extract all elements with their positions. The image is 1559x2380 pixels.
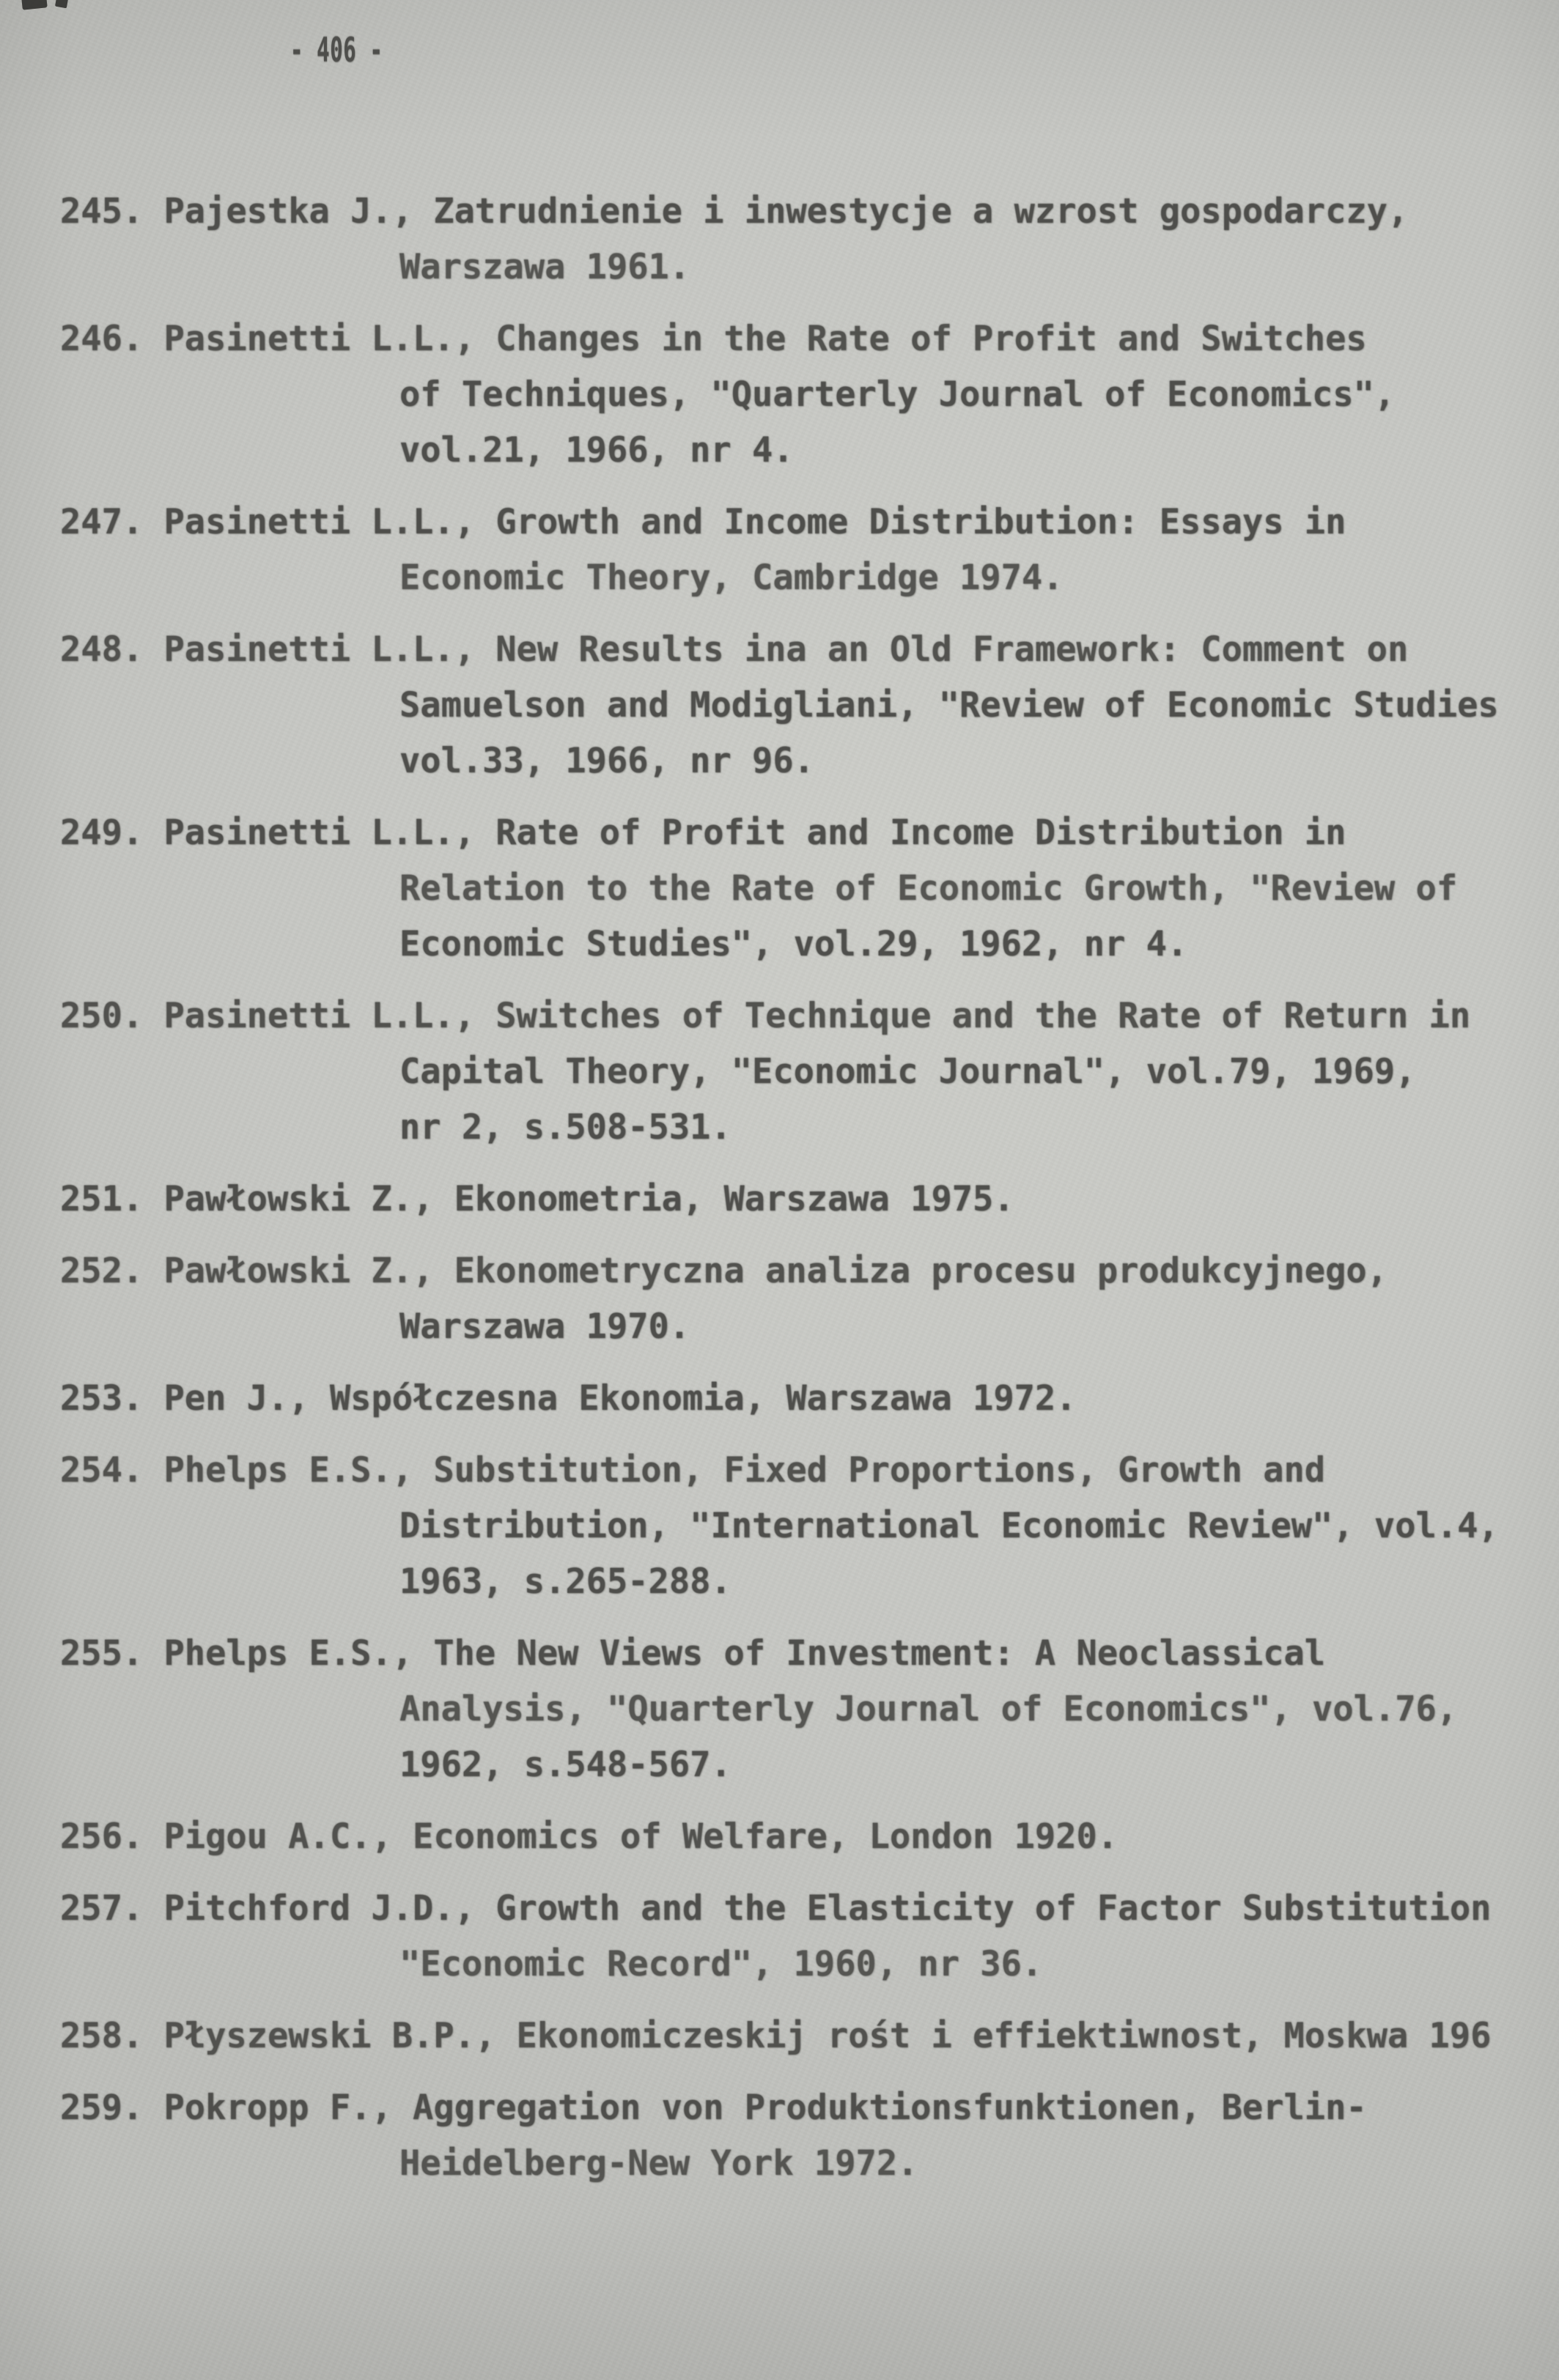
bibliography-entry — [60, 311, 1559, 478]
bibliography-line: Samuelson and Modigliani, "Review of Economic Studies — [399, 685, 1499, 725]
bibliography-line: Relation to the Rate of Economic Growth, "Review of — [399, 868, 1458, 909]
bibliography-line: 253. Pen J., Współczesna Ekonomia, Warszawa 1972. — [60, 1378, 1077, 1419]
bibliography-line: 259. Pokropp F., Aggregation von Produktionsfunktionen, Berlin- — [60, 2088, 1367, 2128]
bibliography-entry — [60, 495, 1559, 606]
bibliography-line: 1963, s.265-288. — [399, 1562, 731, 1602]
bibliography-line: 257. Pitchford J.D., Growth and the Elasticity of Factor Substitution — [60, 1888, 1492, 1929]
bibliography-entry — [60, 1809, 1559, 1865]
bibliography-entry — [60, 1443, 1559, 1610]
bibliography-line: Economic Studies", vol.29, 1962, nr 4. — [399, 924, 1188, 964]
bibliography-entry — [60, 805, 1559, 972]
bibliography-line: 255. Phelps E.S., The New Views of Investment: A Neoclassical — [60, 1633, 1326, 1674]
bibliography-entry — [60, 622, 1559, 789]
bibliography-line: 256. Pigou A.C., Economics of Welfare, London 1920. — [60, 1817, 1118, 1857]
bibliography-line: Capital Theory, "Economic Journal", vol.79, 1969, — [399, 1052, 1416, 1092]
bibliography-line: 1962, s.548-567. — [399, 1745, 731, 1785]
page-number: - 406 - — [290, 30, 383, 70]
bibliography-line: Warszawa 1970. — [399, 1307, 690, 1347]
bibliography-line: 252. Pawłowski Z., Ekonometryczna analiza procesu produkcyjnego, — [60, 1251, 1387, 1291]
bibliography-line: Warszawa 1961. — [399, 247, 690, 287]
bibliography-list — [60, 184, 1559, 2208]
bibliography-entry — [60, 184, 1559, 295]
bibliography-line: 245. Pajestka J., Zatrudnienie i inwestycje a wzrost gospodarczy, — [60, 191, 1409, 232]
bibliography-line: Distribution, "International Economic Review", vol.4, — [399, 1506, 1499, 1546]
bibliography-line: 246. Pasinetti L.L., Changes in the Rate of Profit and Switches — [60, 319, 1367, 359]
bibliography-line: 247. Pasinetti L.L., Growth and Income Distribution: Essays in — [60, 502, 1346, 542]
bibliography-entry — [60, 1626, 1559, 1793]
bibliography-line: 258. Płyszewski B.P., Ekonomiczeskij rośt i effiektiwnost, Moskwa 196 — [60, 2016, 1492, 2056]
bibliography-entry — [60, 1881, 1559, 1992]
bibliography-line: vol.33, 1966, nr 96. — [399, 741, 814, 781]
scan-artifact-speck — [55, 0, 68, 8]
scan-artifact-speck — [21, 0, 47, 10]
bibliography-line: "Economic Record", 1960, nr 36. — [399, 1944, 1043, 1984]
bibliography-line: 254. Phelps E.S., Substitution, Fixed Proportions, Growth and — [60, 1450, 1326, 1490]
bibliography-line: Heidelberg-New York 1972. — [399, 2143, 918, 2184]
bibliography-line: 250. Pasinetti L.L., Switches of Technique and the Rate of Return in — [60, 996, 1471, 1036]
bibliography-entry — [60, 1243, 1559, 1355]
bibliography-line: vol.21, 1966, nr 4. — [399, 430, 794, 470]
bibliography-line: 251. Pawłowski Z., Ekonometria, Warszawa 1975. — [60, 1179, 1014, 1219]
bibliography-line: nr 2, s.508-531. — [399, 1107, 731, 1148]
bibliography-line: Analysis, "Quarterly Journal of Economics", vol.76, — [399, 1689, 1458, 1729]
bibliography-entry — [60, 988, 1559, 1156]
bibliography-entry — [60, 1371, 1559, 1427]
bibliography-entry — [60, 1172, 1559, 1227]
bibliography-entry — [60, 2008, 1559, 2064]
bibliography-line: 248. Pasinetti L.L., New Results ina an Old Framework: Comment on — [60, 629, 1409, 670]
bibliography-line: Economic Theory, Cambridge 1974. — [399, 558, 1064, 598]
bibliography-line: of Techniques, "Quarterly Journal of Economics", — [399, 374, 1396, 415]
bibliography-line: 249. Pasinetti L.L., Rate of Profit and Income Distribution in — [60, 813, 1346, 853]
bibliography-entry — [60, 2080, 1559, 2192]
